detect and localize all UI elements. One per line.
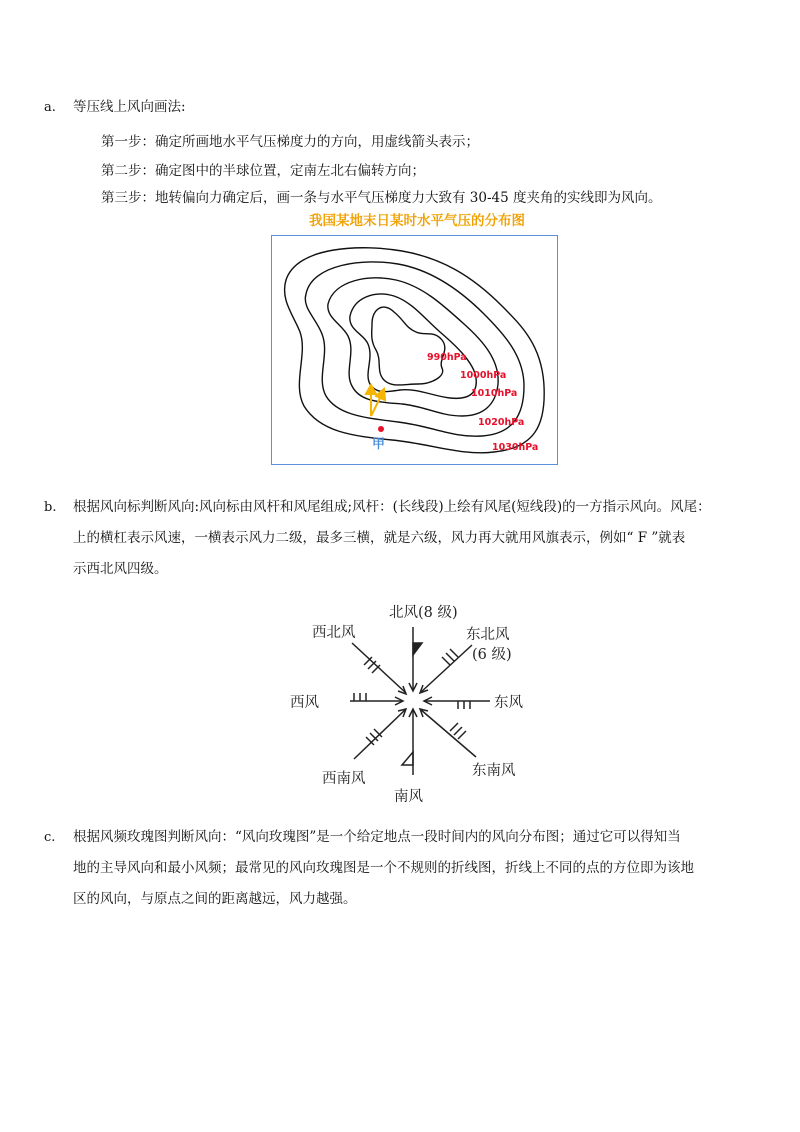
section-b-line-1: 根据风向标判断风向:风向标由风杆和风尾组成;风杆：(长线段)上绘有风尾(短线段)的一方指示风向。风尾： [73, 499, 711, 515]
step-2: 第二步：确定图中的半球位置，定南左北右偏转方向； [101, 163, 425, 179]
isobar-label-1000: 1000hPa [460, 370, 507, 381]
isobar-label-990: 990hPa [427, 352, 467, 363]
step-1: 第一步：确定所画地水平气压梯度力的方向，用虚线箭头表示； [101, 134, 479, 150]
wind-label-northeast-level: (6 级) [472, 647, 512, 663]
wind-label-northwest: 西北风 [312, 625, 356, 641]
point-jia-dot [378, 426, 384, 432]
isobar-figure-title: 我国某地末日某时水平气压的分布图 [309, 213, 525, 229]
wind-label-east: 东风 [494, 695, 523, 711]
isobar-1000 [350, 294, 476, 398]
section-a-marker: a. [44, 100, 56, 115]
isobar-990 [372, 307, 445, 385]
wind-label-south: 南风 [394, 789, 423, 805]
isobar-label-1020: 1020hPa [478, 417, 525, 428]
wind-label-northeast: 东北风 [466, 627, 510, 643]
isobar-label-1010: 1010hPa [471, 388, 518, 399]
wind-label-north: 北风(8 级) [389, 605, 458, 621]
wind-label-west: 西风 [290, 695, 319, 711]
section-c-marker: c. [44, 830, 56, 845]
step-3: 第三步：地转偏向力确定后，画一条与水平气压梯度力大致有 30-45 度夹角的实线即为风向。 [101, 190, 662, 206]
point-jia-label: 甲 [372, 437, 386, 452]
wind-label-southeast: 东南风 [472, 763, 516, 779]
wind-barb-diagram [282, 597, 532, 807]
wind-label-southwest: 西南风 [322, 771, 366, 787]
isobar-label-1030: 1030hPa [492, 442, 539, 453]
section-c-line-1: 根据风频玫瑰图判断风向：“风向玫瑰图”是一个给定地点一段时间内的风向分布图；通过它可以得知当 [73, 829, 681, 845]
isobar-figure [271, 235, 558, 465]
section-c-line-3: 区的风向，与原点之间的距离越远，风力越强。 [73, 891, 357, 907]
section-b-line-3: 示西北风四级。 [73, 561, 168, 577]
section-b-line-2: 上的横杠表示风速，一横表示风力二级，最多三横，就是六级，风力再大就用风旗表示，例如“ F ”就表 [73, 530, 686, 546]
section-c-line-2: 地的主导风向和最小风频；最常见的风向玫瑰图是一个不规则的折线图，折线上不同的点的方位即为该地 [73, 860, 694, 876]
section-a-heading: 等压线上风向画法: [73, 99, 186, 115]
section-b-marker: b. [44, 500, 57, 515]
